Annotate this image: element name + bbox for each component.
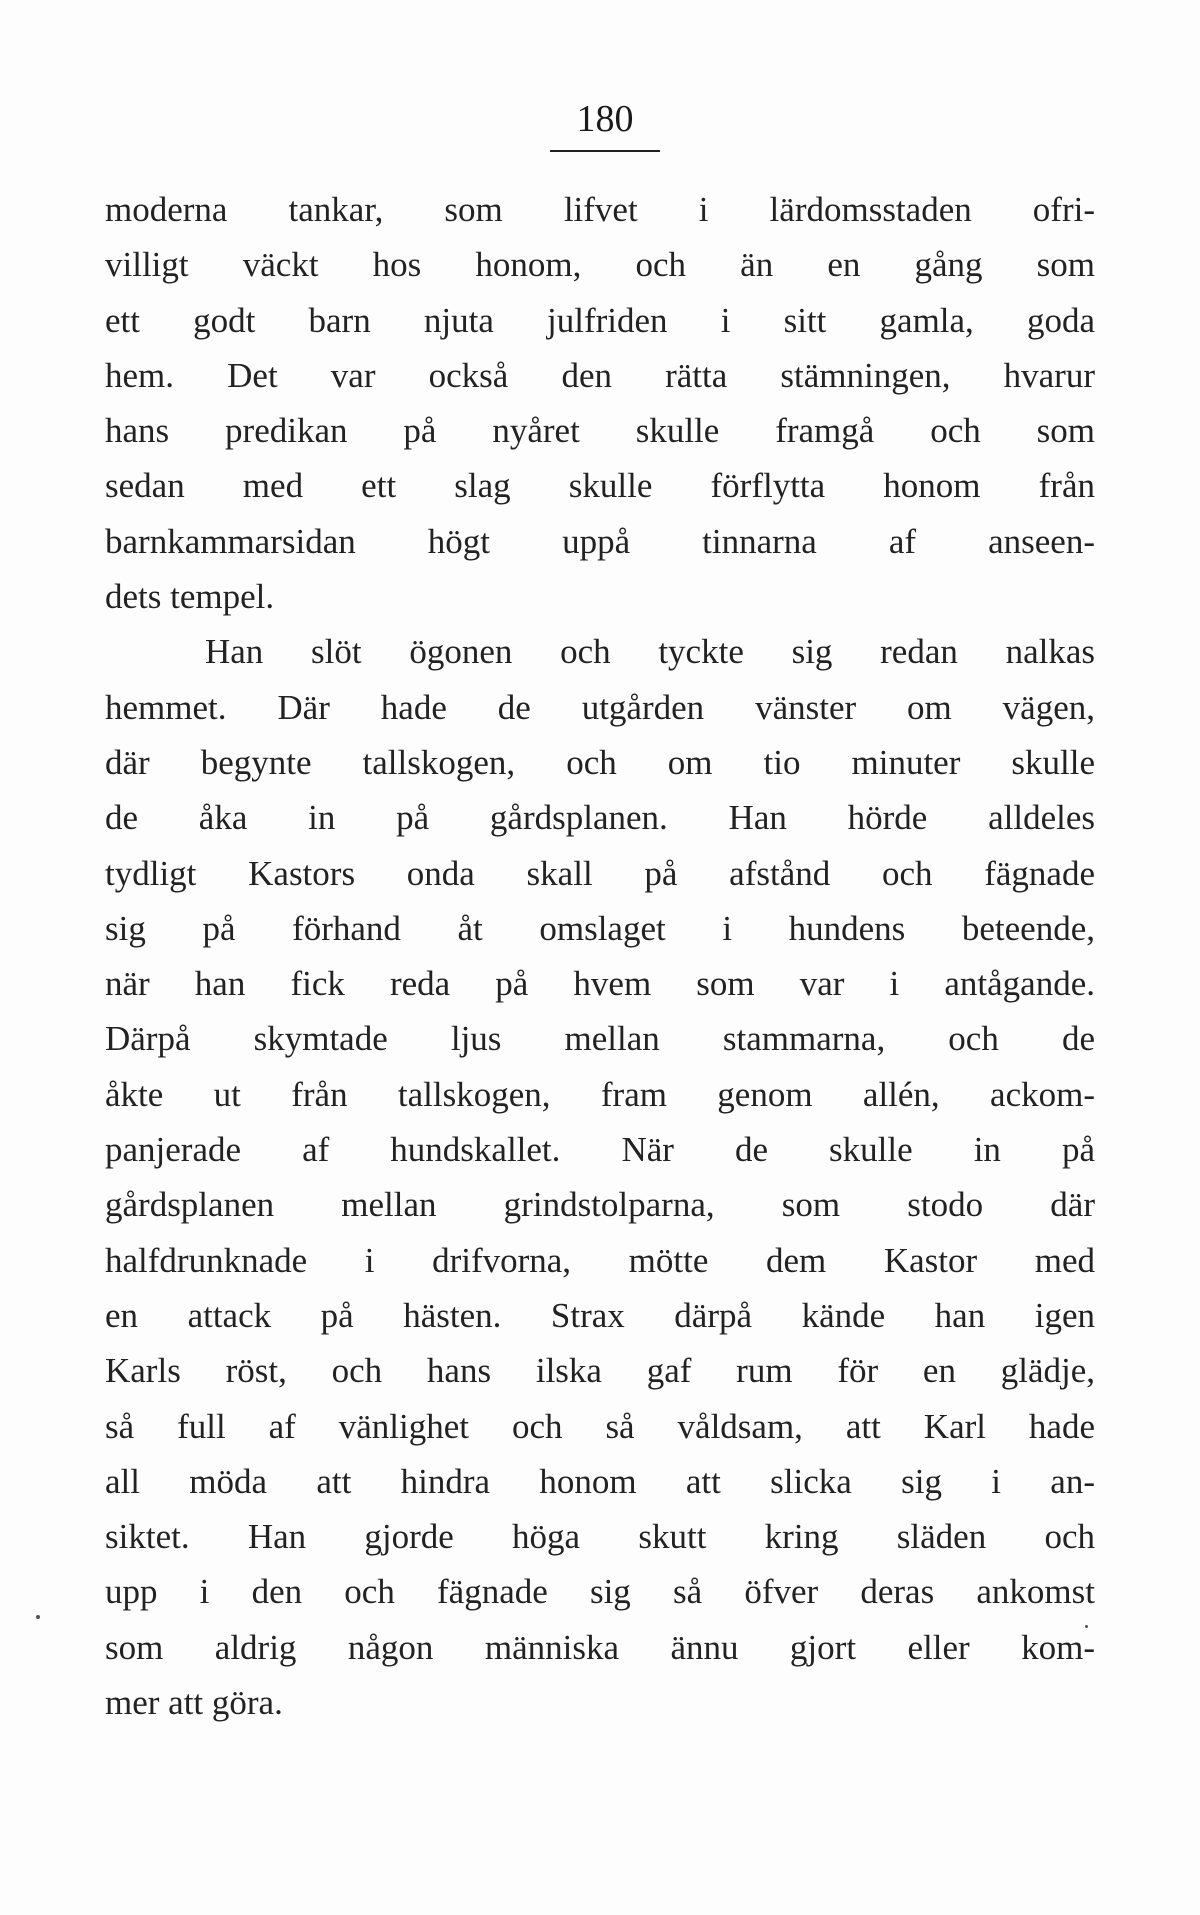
text-line: ett godt barn njuta julfriden i sitt gamla, goda xyxy=(105,300,1095,340)
text-line: hem. Det var också den rätta stämningen, hvarur xyxy=(105,355,1095,395)
text-line: halfdrunknade i drifvorna, mötte dem Kastor med xyxy=(105,1240,1095,1280)
text-line: sedan med ett slag skulle förflytta honom från xyxy=(105,466,1095,506)
text-line: sig på förhand åt omslaget i hundens beteende, xyxy=(105,908,1095,948)
text-line: åkte ut från tallskogen, fram genom allén, ackom- xyxy=(105,1074,1095,1114)
text-line: siktet. Han gjorde höga skutt kring släden och xyxy=(105,1517,1095,1557)
text-line: så full af vänlighet och så våldsam, att Karl hade xyxy=(105,1406,1095,1446)
paragraph-start-line: Han slöt ögonen och tyckte sig redan nalkas xyxy=(205,632,1095,672)
text-line: tydligt Kastors onda skall på afstånd och fägnade xyxy=(105,853,1095,893)
text-line: Därpå skymtade ljus mellan stammarna, och de xyxy=(105,1019,1095,1059)
paragraph-end-line: mer att göra. xyxy=(105,1683,283,1723)
text-line: panjerade af hundskallet. När de skulle in på xyxy=(105,1130,1095,1170)
text-line: en attack på hästen. Strax därpå kände han igen xyxy=(105,1295,1095,1335)
print-speck xyxy=(1085,1625,1088,1628)
text-line: hans predikan på nyåret skulle framgå och som xyxy=(105,411,1095,451)
text-line: moderna tankar, som lifvet i lärdomsstaden ofri- xyxy=(105,190,1095,229)
text-line: gårdsplanen mellan grindstolparna, som stodo där xyxy=(105,1185,1095,1225)
text-line: all möda att hindra honom att slicka sig i an- xyxy=(105,1461,1095,1501)
text-line: barnkammarsidan högt uppå tinnarna af anseen- xyxy=(105,521,1095,561)
text-line: hemmet. Där hade de utgården vänster om vägen, xyxy=(105,687,1095,727)
page-number: 180 xyxy=(576,98,634,140)
page-number-rule xyxy=(550,150,660,152)
print-speck xyxy=(36,1615,40,1619)
text-line: när han fick reda på hvem som var i antågande. xyxy=(105,964,1095,1004)
text-line: villigt väckt hos honom, och än en gång som xyxy=(105,245,1095,285)
text-line: som aldrig någon människa ännu gjort eller kom- xyxy=(105,1627,1095,1667)
text-line: där begynte tallskogen, och om tio minuter skulle xyxy=(105,742,1095,782)
text-line: de åka in på gårdsplanen. Han hörde alldeles xyxy=(105,798,1095,838)
body-text xyxy=(105,182,1095,1730)
paragraph-end-line: dets tempel. xyxy=(105,577,275,617)
text-line: Karls röst, och hans ilska gaf rum för en glädje, xyxy=(105,1351,1095,1391)
text-line: upp i den och fägnade sig så öfver deras ankomst xyxy=(105,1572,1095,1612)
